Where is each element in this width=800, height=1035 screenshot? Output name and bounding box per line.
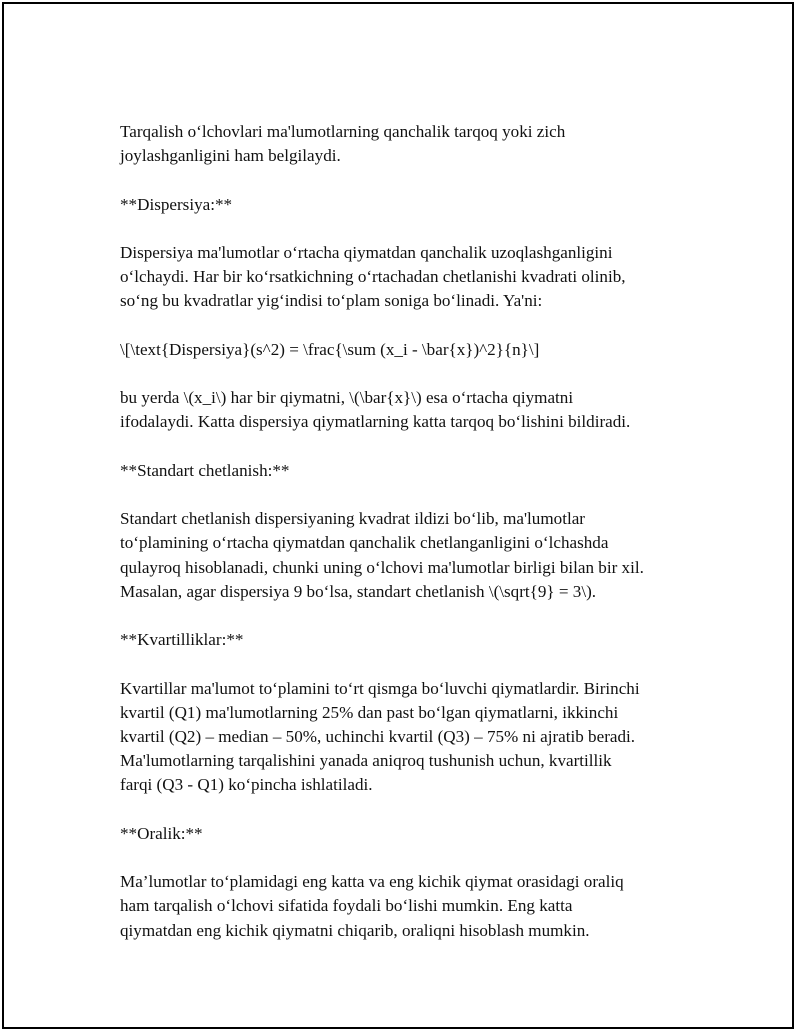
text-line: Dispersiya ma'lumotlar o‘rtacha qiymatdan qanchalik uzoqlashganligini [120, 242, 613, 262]
text-line: Tarqalish o‘lchovlari ma'lumotlarning qanchalik tarqoq yoki zich [120, 122, 566, 141]
text-line: qiymatdan eng kichik qiymatni chiqarib, oraliqni hisoblash mumkin. [120, 920, 590, 940]
text-line: Ma’lumotlar to‘plamidagi eng katta va eng kichik qiymat orasidagi oraliq [120, 872, 624, 892]
text-line: kvartil (Q2) – median – 50%, uchinchi kvartil (Q3) – 75% ni ajratib beradi. [120, 726, 636, 746]
heading-standart-chetlanish [120, 459, 690, 483]
text-line: qulayroq hisoblanadi, chunki uning o‘lchovi ma'lumotlar birligi bilan bir xil. [120, 557, 644, 577]
formula-explanation-paragraph [120, 386, 690, 434]
dispersiya-formula [120, 338, 690, 362]
section-heading: **Dispersiya:** [120, 194, 233, 214]
text-line: farqi (Q3 - Q1) ko‘pincha ishlatiladi. [120, 775, 373, 795]
heading-kvartilliklar [120, 628, 690, 652]
kvartilliklar-paragraph [120, 677, 690, 798]
standart-chetlanish-paragraph [120, 507, 690, 604]
section-heading: **Oralik:** [120, 823, 203, 843]
text-line: kvartil (Q1) ma'lumotlarning 25% dan past bo‘lgan qiymatlarni, ikkinchi [120, 702, 619, 722]
text-line: bu yerda \(x_i\) har bir qiymatni, \(\bar{x}\) esa o‘rtacha qiymatni [120, 388, 574, 408]
formula-line: \[\text{Dispersiya}(s^2) = \frac{\sum (x_i - \bar{x})^2}{n}\] [120, 339, 540, 359]
intro-paragraph [120, 120, 690, 168]
text-line: joylashganligini ham belgilaydi. [120, 146, 341, 166]
heading-oralik [120, 822, 690, 846]
heading-dispersiya [120, 193, 690, 217]
text-line: ifodalaydi. Katta dispersiya qiymatlarning katta tarqoq bo‘lishini bildiradi. [120, 412, 631, 432]
document-body [120, 120, 690, 967]
text-line: Ma'lumotlarning tarqalishini yanada aniqroq tushunish uchun, kvartillik [120, 751, 612, 771]
text-line: to‘plamining o‘rtacha qiymatdan qanchalik chetlanganligini o‘lchashda [120, 533, 609, 553]
section-heading: **Standart chetlanish:** [120, 460, 290, 480]
text-line: so‘ng bu kvadratlar yig‘indisi to‘plam soniga bo‘linadi. Ya'ni: [120, 291, 543, 311]
text-line: Masalan, agar dispersiya 9 bo‘lsa, standart chetlanish \(\sqrt{9} = 3\). [120, 581, 597, 601]
document-page [2, 2, 794, 1029]
oralik-paragraph [120, 870, 690, 943]
text-line: ham tarqalish o‘lchovi sifatida foydali bo‘lishi mumkin. Eng katta [120, 896, 573, 916]
text-line: Kvartillar ma'lumot to‘plamini to‘rt qismga bo‘luvchi qiymatlardir. Birinchi [120, 678, 640, 698]
text-line: Standart chetlanish dispersiyaning kvadrat ildizi bo‘lib, ma'lumotlar [120, 509, 585, 529]
dispersiya-paragraph [120, 241, 690, 314]
text-line: o‘lchaydi. Har bir ko‘rsatkichning o‘rtachadan chetlanishi kvadrati olinib, [120, 267, 626, 287]
section-heading: **Kvartilliklar:** [120, 630, 244, 650]
